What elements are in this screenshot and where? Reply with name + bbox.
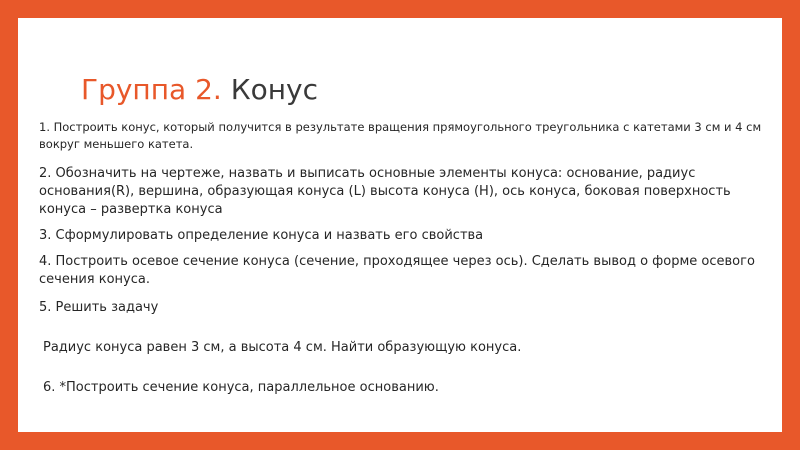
- task-item-1: 1. Построить конус, который получится в результате вращения прямоугольного треугольника с катетами 3 см и 4 см вокруг меньшего катета.: [39, 120, 762, 151]
- task-item-6: 6. *Построить сечение конуса, параллельное основанию.: [43, 380, 439, 395]
- title-topic: Конус: [230, 73, 318, 106]
- title-group-label: Группа 2.: [81, 73, 222, 106]
- slide: [18, 18, 782, 432]
- problem-statement: Радиус конуса равен 3 см, а высота 4 см. Найти образующую конуса.: [43, 340, 522, 355]
- slide-title: [81, 73, 318, 107]
- task-item-4: 4. Построить осевое сечение конуса (сечение, проходящее через ось). Сделать вывод о форме осевого сечения конуса.: [39, 254, 755, 287]
- task-item-3: 3. Сформулировать определение конуса и назвать его свойства: [39, 228, 484, 243]
- task-item-2: 2. Обозначить на чертеже, назвать и выписать основные элементы конуса: основание, радиус основания(R), вершина, образующая конуса (L) высота конуса (H), ось конуса, боковая поверхность конуса – развертка конуса: [39, 166, 731, 217]
- task-item-5: 5. Решить задачу: [39, 300, 159, 315]
- task-list: [39, 119, 762, 397]
